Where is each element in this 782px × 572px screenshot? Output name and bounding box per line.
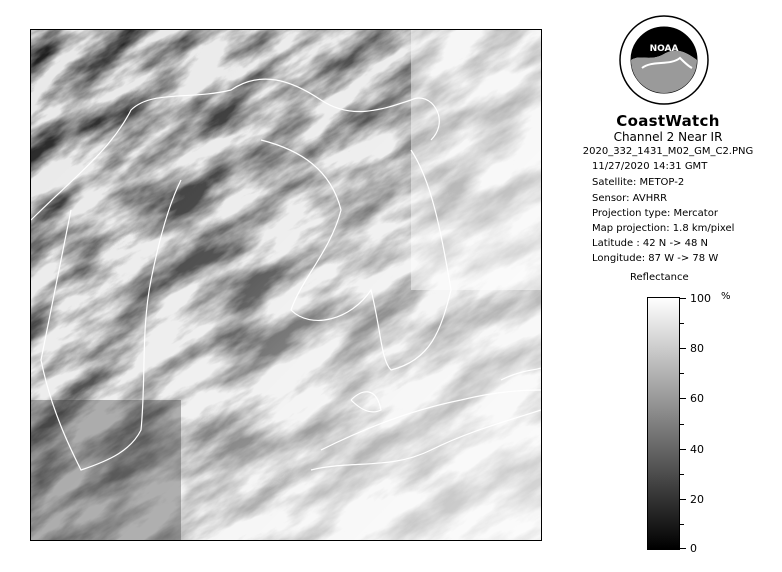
colorbar-minor-tick [680, 524, 684, 525]
colorbar-minor-tick [680, 323, 684, 324]
colorbar-tick-label: 40 [690, 443, 704, 456]
meta-map-projection: Map projection: 1.8 km/pixel [592, 223, 735, 234]
colorbar-tick [680, 499, 686, 500]
colorbar-tick-label: 100 [690, 292, 711, 305]
colorbar [647, 297, 680, 550]
colorbar-tick-label: 60 [690, 392, 704, 405]
subtitle: Channel 2 Near IR [613, 130, 723, 144]
satellite-image [30, 29, 542, 541]
colorbar-label: Reflectance [630, 272, 689, 283]
filename: 2020_332_1431_M02_GM_C2.PNG [582, 146, 754, 157]
meta-satellite: Satellite: METOP-2 [592, 177, 685, 188]
colorbar-tick [680, 298, 686, 299]
colorbar-unit: % [721, 291, 731, 302]
meta-latitude: Latitude : 42 N -> 48 N [592, 238, 708, 249]
colorbar-minor-tick [680, 474, 684, 475]
colorbar-tick-label: 80 [690, 342, 704, 355]
colorbar-tick [680, 548, 686, 549]
noaa-logo [618, 14, 710, 106]
colorbar-tick [680, 398, 686, 399]
meta-sensor: Sensor: AVHRR [592, 193, 668, 204]
colorbar-tick [680, 449, 686, 450]
colorbar-minor-tick [680, 373, 684, 374]
meta-projection-type: Projection type: Mercator [592, 208, 718, 219]
noaa-logo-text: NOAA [649, 44, 679, 54]
title: CoastWatch [616, 112, 720, 130]
colorbar-minor-tick [680, 424, 684, 425]
colorbar-tick-label: 0 [690, 542, 697, 555]
colorbar-tick [680, 348, 686, 349]
colorbar-tick-label: 20 [690, 493, 704, 506]
meta-longitude: Longitude: 87 W -> 78 W [592, 253, 719, 264]
meta-datetime: 11/27/2020 14:31 GMT [592, 161, 708, 172]
